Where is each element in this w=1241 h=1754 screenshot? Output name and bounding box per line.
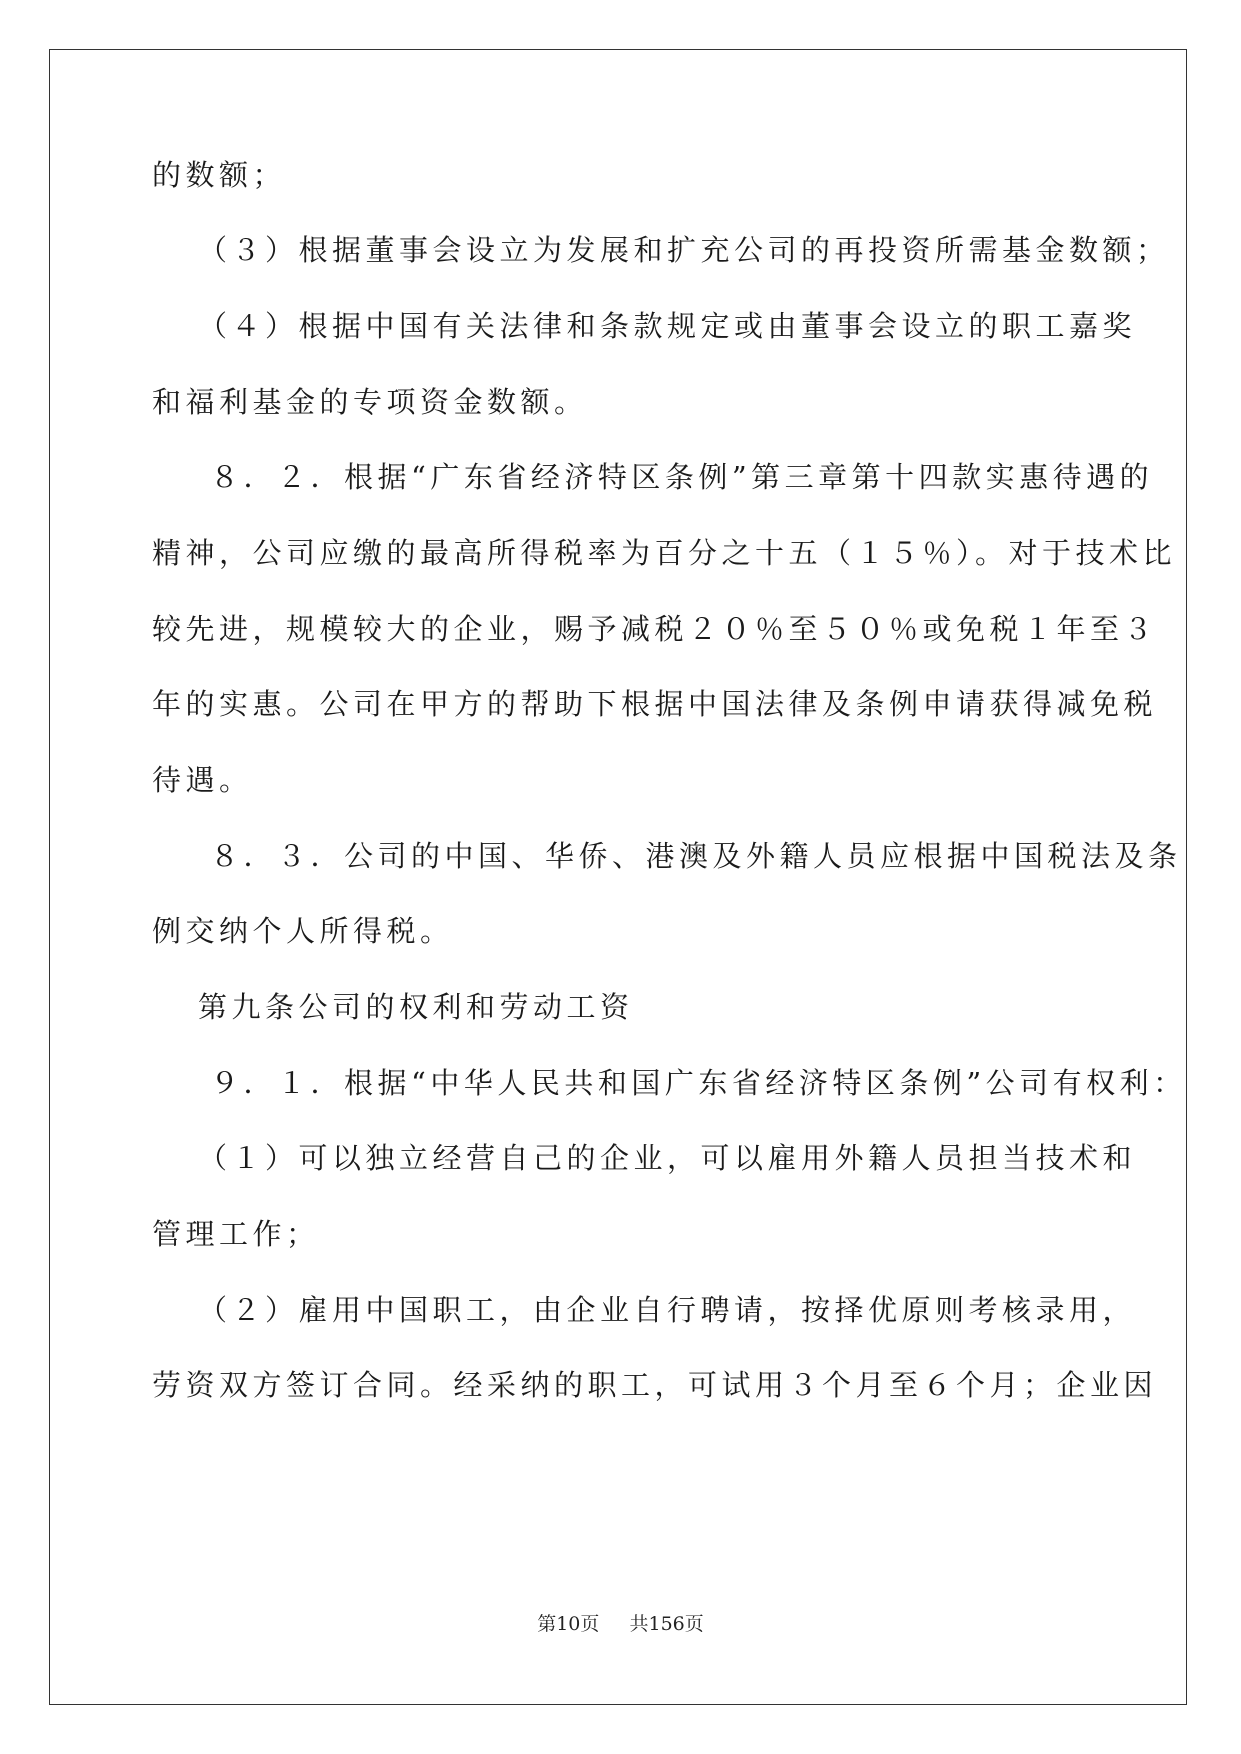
page-border bbox=[49, 49, 1187, 1705]
text-line: （３）根据董事会设立为发展和扩充公司的再投资所需基金数额； bbox=[198, 233, 1170, 267]
text-line: 年的实惠。公司在甲方的帮助下根据中国法律及条例申请获得减免税 bbox=[152, 687, 1158, 721]
text-line: 较先进，规模较大的企业，赐予减税２０％至５０％或免税１年至３ bbox=[152, 612, 1158, 646]
section-heading: 第九条公司的权利和劳动工资 bbox=[198, 990, 634, 1024]
text-line: （２）雇用中国职工，由企业自行聘请，按择优原则考核录用， bbox=[198, 1293, 1137, 1327]
text-line: 例交纳个人所得税。 bbox=[152, 914, 454, 948]
text-line: 精神，公司应缴的最高所得税率为百分之十五（１５％）。对于技术比 bbox=[152, 536, 1177, 570]
text-line: ９．１．根据“中华人民共和国广东省经济特区条例”公司有权利： bbox=[210, 1066, 1187, 1100]
text-line: 的数额； bbox=[152, 158, 287, 192]
text-line: 管理工作； bbox=[152, 1217, 320, 1251]
text-line: ８．３．公司的中国、华侨、港澳及外籍人员应根据中国税法及条 bbox=[210, 839, 1182, 873]
text-line: 劳资双方签订合同。经采纳的职工，可试用３个月至６个月；企业因 bbox=[152, 1368, 1158, 1402]
text-line: 和福利基金的专项资金数额。 bbox=[152, 385, 588, 419]
page-total: 共156页 bbox=[629, 1613, 704, 1635]
text-line: （１）可以独立经营自己的企业，可以雇用外籍人员担当技术和 bbox=[198, 1141, 1137, 1175]
text-line: 待遇。 bbox=[152, 763, 253, 797]
text-line: （４）根据中国有关法律和条款规定或由董事会设立的职工嘉奖 bbox=[198, 309, 1137, 343]
text-line: ８．２．根据“广东省经济特区条例”第三章第十四款实惠待遇的 bbox=[210, 460, 1154, 494]
page-footer bbox=[0, 1612, 1241, 1636]
page-number: 第10页 bbox=[537, 1613, 600, 1635]
